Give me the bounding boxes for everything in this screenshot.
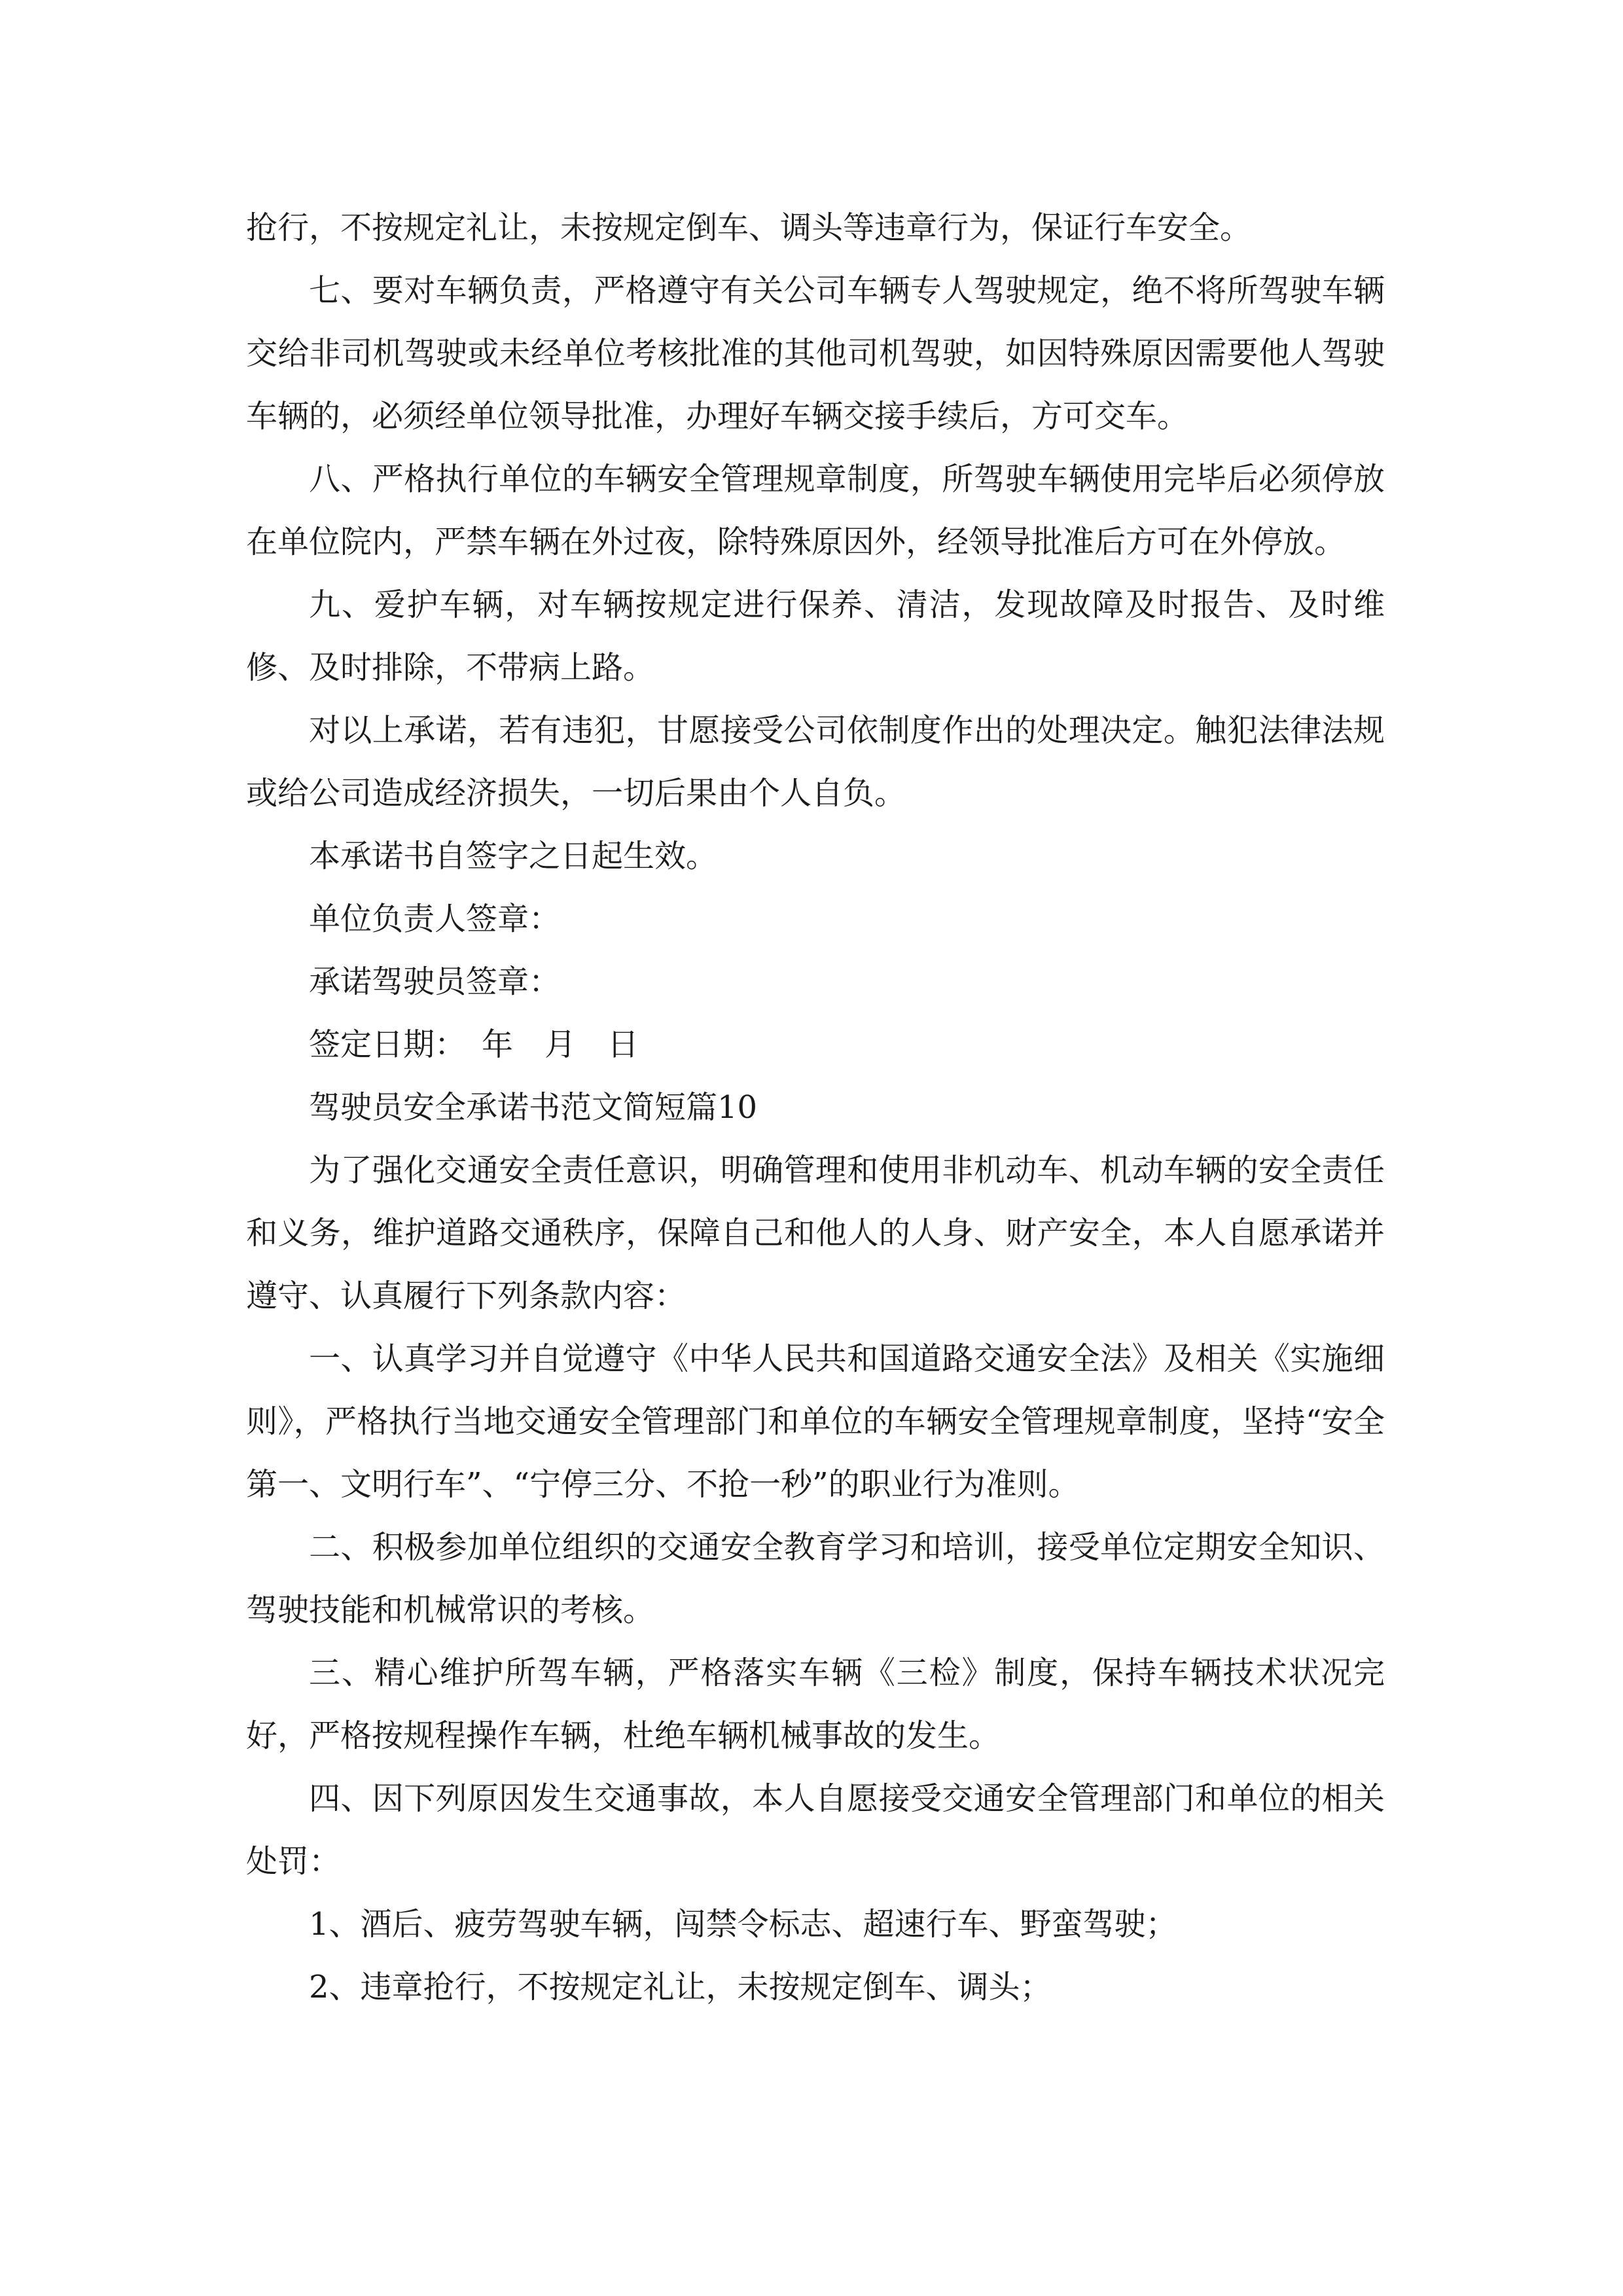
signature-driver: 承诺驾驶员签章： — [309, 963, 561, 1000]
list-item-1: 1、酒后、疲劳驾驶车辆，闯禁令标志、超速行车、野蛮驾驶； — [309, 1906, 1177, 1943]
paragraph-clause-1: 一、认真学习并自觉遵守《中华人民共和国道路交通安全法》及相关《实施细则》，严格执行当地交通安全管理部门和单位的车辆安全管理规章制度，坚持“安全第一、文明行车”、“宁停三分、不抢一秒”的职业行为准则。 — [246, 1340, 1385, 1503]
paragraph-clause-9: 九、爱护车辆，对车辆按规定进行保养、清洁，发现故障及时报告、及时维修、及时排除，不带病上路。 — [246, 586, 1385, 686]
signature-unit-leader: 单位负责人签章： — [309, 901, 561, 937]
paragraph-introduction: 为了强化交通安全责任意识，明确管理和使用非机动车、机动车辆的安全责任和义务，维护道路交通秩序，保障自己和他人的人身、财产安全，本人自愿承诺并遵守、认真履行下列条款内容： — [246, 1152, 1385, 1314]
section-heading: 驾驶员安全承诺书范文简短篇10 — [309, 1089, 758, 1126]
paragraph-clause-4: 四、因下列原因发生交通事故，本人自愿接受交通安全管理部门和单位的相关处罚： — [246, 1780, 1385, 1880]
paragraph-clause-7: 七、要对车辆负责，严格遵守有关公司车辆专人驾驶规定，绝不将所驾驶车辆交给非司机驾驶或未经单位考核批准的其他司机驾驶，如因特殊原因需要他人驾驶车辆的，必须经单位领导批准，办理好车辆交接手续后，方可交车。 — [246, 272, 1385, 435]
paragraph-continuation: 抢行，不按规定礼让，未按规定倒车、调头等违章行为，保证行车安全。 — [246, 209, 1252, 246]
paragraph-clause-8: 八、严格执行单位的车辆安全管理规章制度，所驾驶车辆使用完毕后必须停放在单位院内，严禁车辆在外过夜，除特殊原因外，经领导批准后方可在外停放。 — [246, 461, 1385, 560]
paragraph-clause-3: 三、精心维护所驾车辆，严格落实车辆《三检》制度，保持车辆技术状况完好，严格按规程操作车辆，杜绝车辆机械事故的发生。 — [246, 1655, 1385, 1754]
paragraph-violation-statement: 对以上承诺，若有违犯，甘愿接受公司依制度作出的处理决定。触犯法律法规或给公司造成经济损失，一切后果由个人自负。 — [246, 712, 1385, 812]
list-item-2: 2、违章抢行，不按规定礼让，未按规定倒车、调头； — [309, 1969, 1052, 2005]
document-body — [246, 196, 1385, 2018]
signing-date: 签定日期： 年 月 日 — [309, 1026, 639, 1063]
paragraph-effective-date: 本承诺书自签字之日起生效。 — [309, 838, 718, 874]
paragraph-clause-2: 二、积极参加单位组织的交通安全教育学习和培训，接受单位定期安全知识、驾驶技能和机械常识的考核。 — [246, 1529, 1385, 1628]
